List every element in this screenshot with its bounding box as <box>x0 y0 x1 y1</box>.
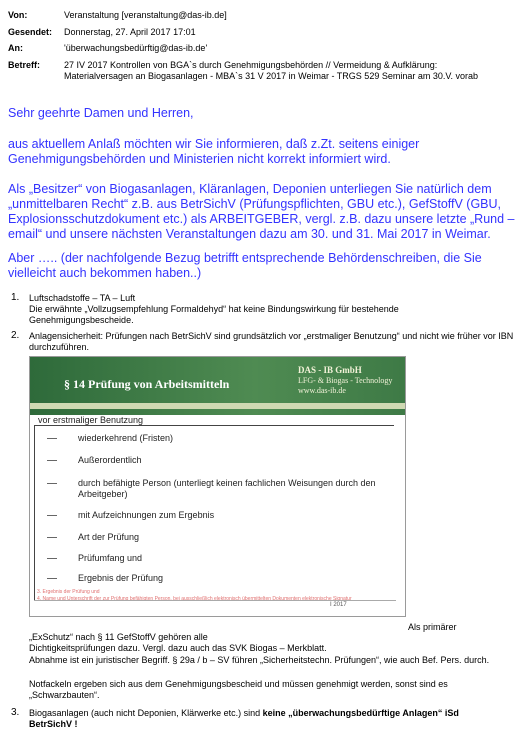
subject-label: Betreff: <box>8 60 41 70</box>
list-item-2-after-2: Dichtigkeitsprüfungen dazu. Vergl. dazu auch das SVK Biogas – Merkblatt. <box>29 643 327 653</box>
list-number-1: 1. <box>11 292 20 303</box>
slide-company-web: www.das-ib.de <box>298 386 346 395</box>
slide-company <box>298 365 392 396</box>
slide-bullet-dash <box>47 515 57 516</box>
slide-bullet-dash <box>47 460 57 461</box>
subject-value: 27 IV 2017 Kontrollen von BGA`s durch Genehmigungsbehörden // Vermeidung & Aufklärung: Materialversagen an Biogasanlagen - MBA`s 31 V 2017 in Weimar - TRGS 529 Seminar am 30.V. vorab <box>64 60 479 81</box>
list-item-2-text: Anlagensicherheit: Prüfungen nach BetrSichV sind grundsätzlich vor „erstmaliger Benutzung“ und nicht wie früher vor IBN durchzuführen. <box>29 331 514 352</box>
slide-item: durch befähigte Person (unterliegt keinen fachlichen Weisungen durch den Arbeitgeber) <box>78 478 376 499</box>
list-item-3-text <box>29 708 499 730</box>
slide-bullet-dash <box>47 537 57 538</box>
slide-footer-line <box>34 600 396 601</box>
slide-title: § 14 Prüfung von Arbeitsmitteln <box>64 377 230 391</box>
list-item-2-after-1: „ExSchutz“ nach § 11 GefStoffV gehören alle <box>29 632 208 642</box>
sent-value: Donnerstag, 27. April 2017 17:01 <box>64 27 196 37</box>
slide-bullet-dash <box>47 578 57 579</box>
from-value[interactable]: Veranstaltung [veranstaltung@das-ib.de] <box>64 10 227 20</box>
slide-company-name: DAS - IB GmbH <box>298 365 362 375</box>
list-item-1-text: Die erwähnte „Vollzugsempfehlung Formaldehyd“ hat keine Bindungswirkung für bestehende Genehmigungsbescheide. <box>29 304 399 325</box>
slide-divider <box>34 425 394 426</box>
slide-item: Ergebnis der Prüfung <box>78 573 164 583</box>
slide-item: wiederkehrend (Fristen) <box>78 433 174 443</box>
slide-header-stripe <box>30 403 405 409</box>
greeting: Sehr geehrte Damen und Herren, <box>8 106 194 120</box>
list-number-2: 2. <box>11 330 20 341</box>
to-label: An: <box>8 43 23 53</box>
slide-item: Prüfumfang und <box>78 553 143 563</box>
slide-item: mit Aufzeichnungen zum Ergebnis <box>78 510 215 520</box>
list-item-2-inline: Als primärer <box>408 622 457 632</box>
list-number-3: 3. <box>11 707 20 718</box>
to-value[interactable]: 'überwachungsbedürftig@das-ib.de' <box>64 43 208 53</box>
paragraph-1: aus aktuellem Anlaß möchten wir Sie informieren, daß z.Zt. seitens einiger Genehmigungsbehörden und Ministerien nicht korrekt informiert wird. <box>8 137 420 166</box>
slide-bullet-dash <box>47 558 57 559</box>
slide-note-1: 3. Ergebnis der Prüfung und <box>37 589 100 595</box>
slide-bullet-dash <box>47 483 57 484</box>
slide-intro: vor erstmaliger Benutzung <box>38 415 144 425</box>
slide-bullet-dash <box>47 438 57 439</box>
list-item-2-after-4: Notfackeln ergeben sich aus dem Genehmigungsbescheid und müssen genehmigt werden, sonst sind es „Schwarzbauten“. <box>29 679 448 700</box>
list-item-3-bold: keine „überwachungsbedürftige Anlagen“ iSd BetrSichV ! <box>29 708 459 729</box>
list-item-2-after-3: Abnahme ist ein juristischer Begriff. § 29a / b – SV führen „Sicherheitstechn. Prüfungen“, wie auch Bef. Pers. durch. <box>29 655 490 665</box>
list-item-3-plain: Biogasanlagen (auch nicht Deponien, Klärwerke etc.) sind <box>29 708 263 718</box>
slide-image <box>29 356 406 617</box>
slide-company-sub: LFG- & Biogas - Technology <box>298 376 393 385</box>
slide-vertical-line <box>34 425 35 601</box>
slide-item: Art der Prüfung <box>78 532 140 542</box>
sent-label: Gesendet: <box>8 27 53 37</box>
slide-footer: I 2017 <box>330 602 347 608</box>
paragraph-3: Aber ….. (der nachfolgende Bezug betrifft entsprechende Behördenschreiben, die Sie vielleicht auch bekommen haben..) <box>8 251 482 280</box>
slide-note-2: 4. Name und Unterschrift der zur Prüfung befähigten Person, bei ausschließlich elektronisch übermittelten Dokumenten elektronische Signatur <box>37 596 352 602</box>
list-item-1-title: Luftschadstoffe – TA – Luft <box>29 293 136 303</box>
from-label: Von: <box>8 10 28 20</box>
slide-item: Außerordentlich <box>78 455 142 465</box>
paragraph-2: Als „Besitzer“ von Biogasanlagen, Kläranlagen, Deponien unterliegen Sie natürlich dem „unmittelbaren Recht“ z.B. aus BetrSichV (Prüfungspflichten, GBU etc.), GefStoffV (GBU, Explosionsschutzdokument etc.) als ARBEITGEBER, vergl. z.B. dazu unsere letzte „Rund – email“ und unsere nächsten Veranstaltungen dazu am 30. und 31. Mai 2017 in Weimar. <box>8 182 515 241</box>
